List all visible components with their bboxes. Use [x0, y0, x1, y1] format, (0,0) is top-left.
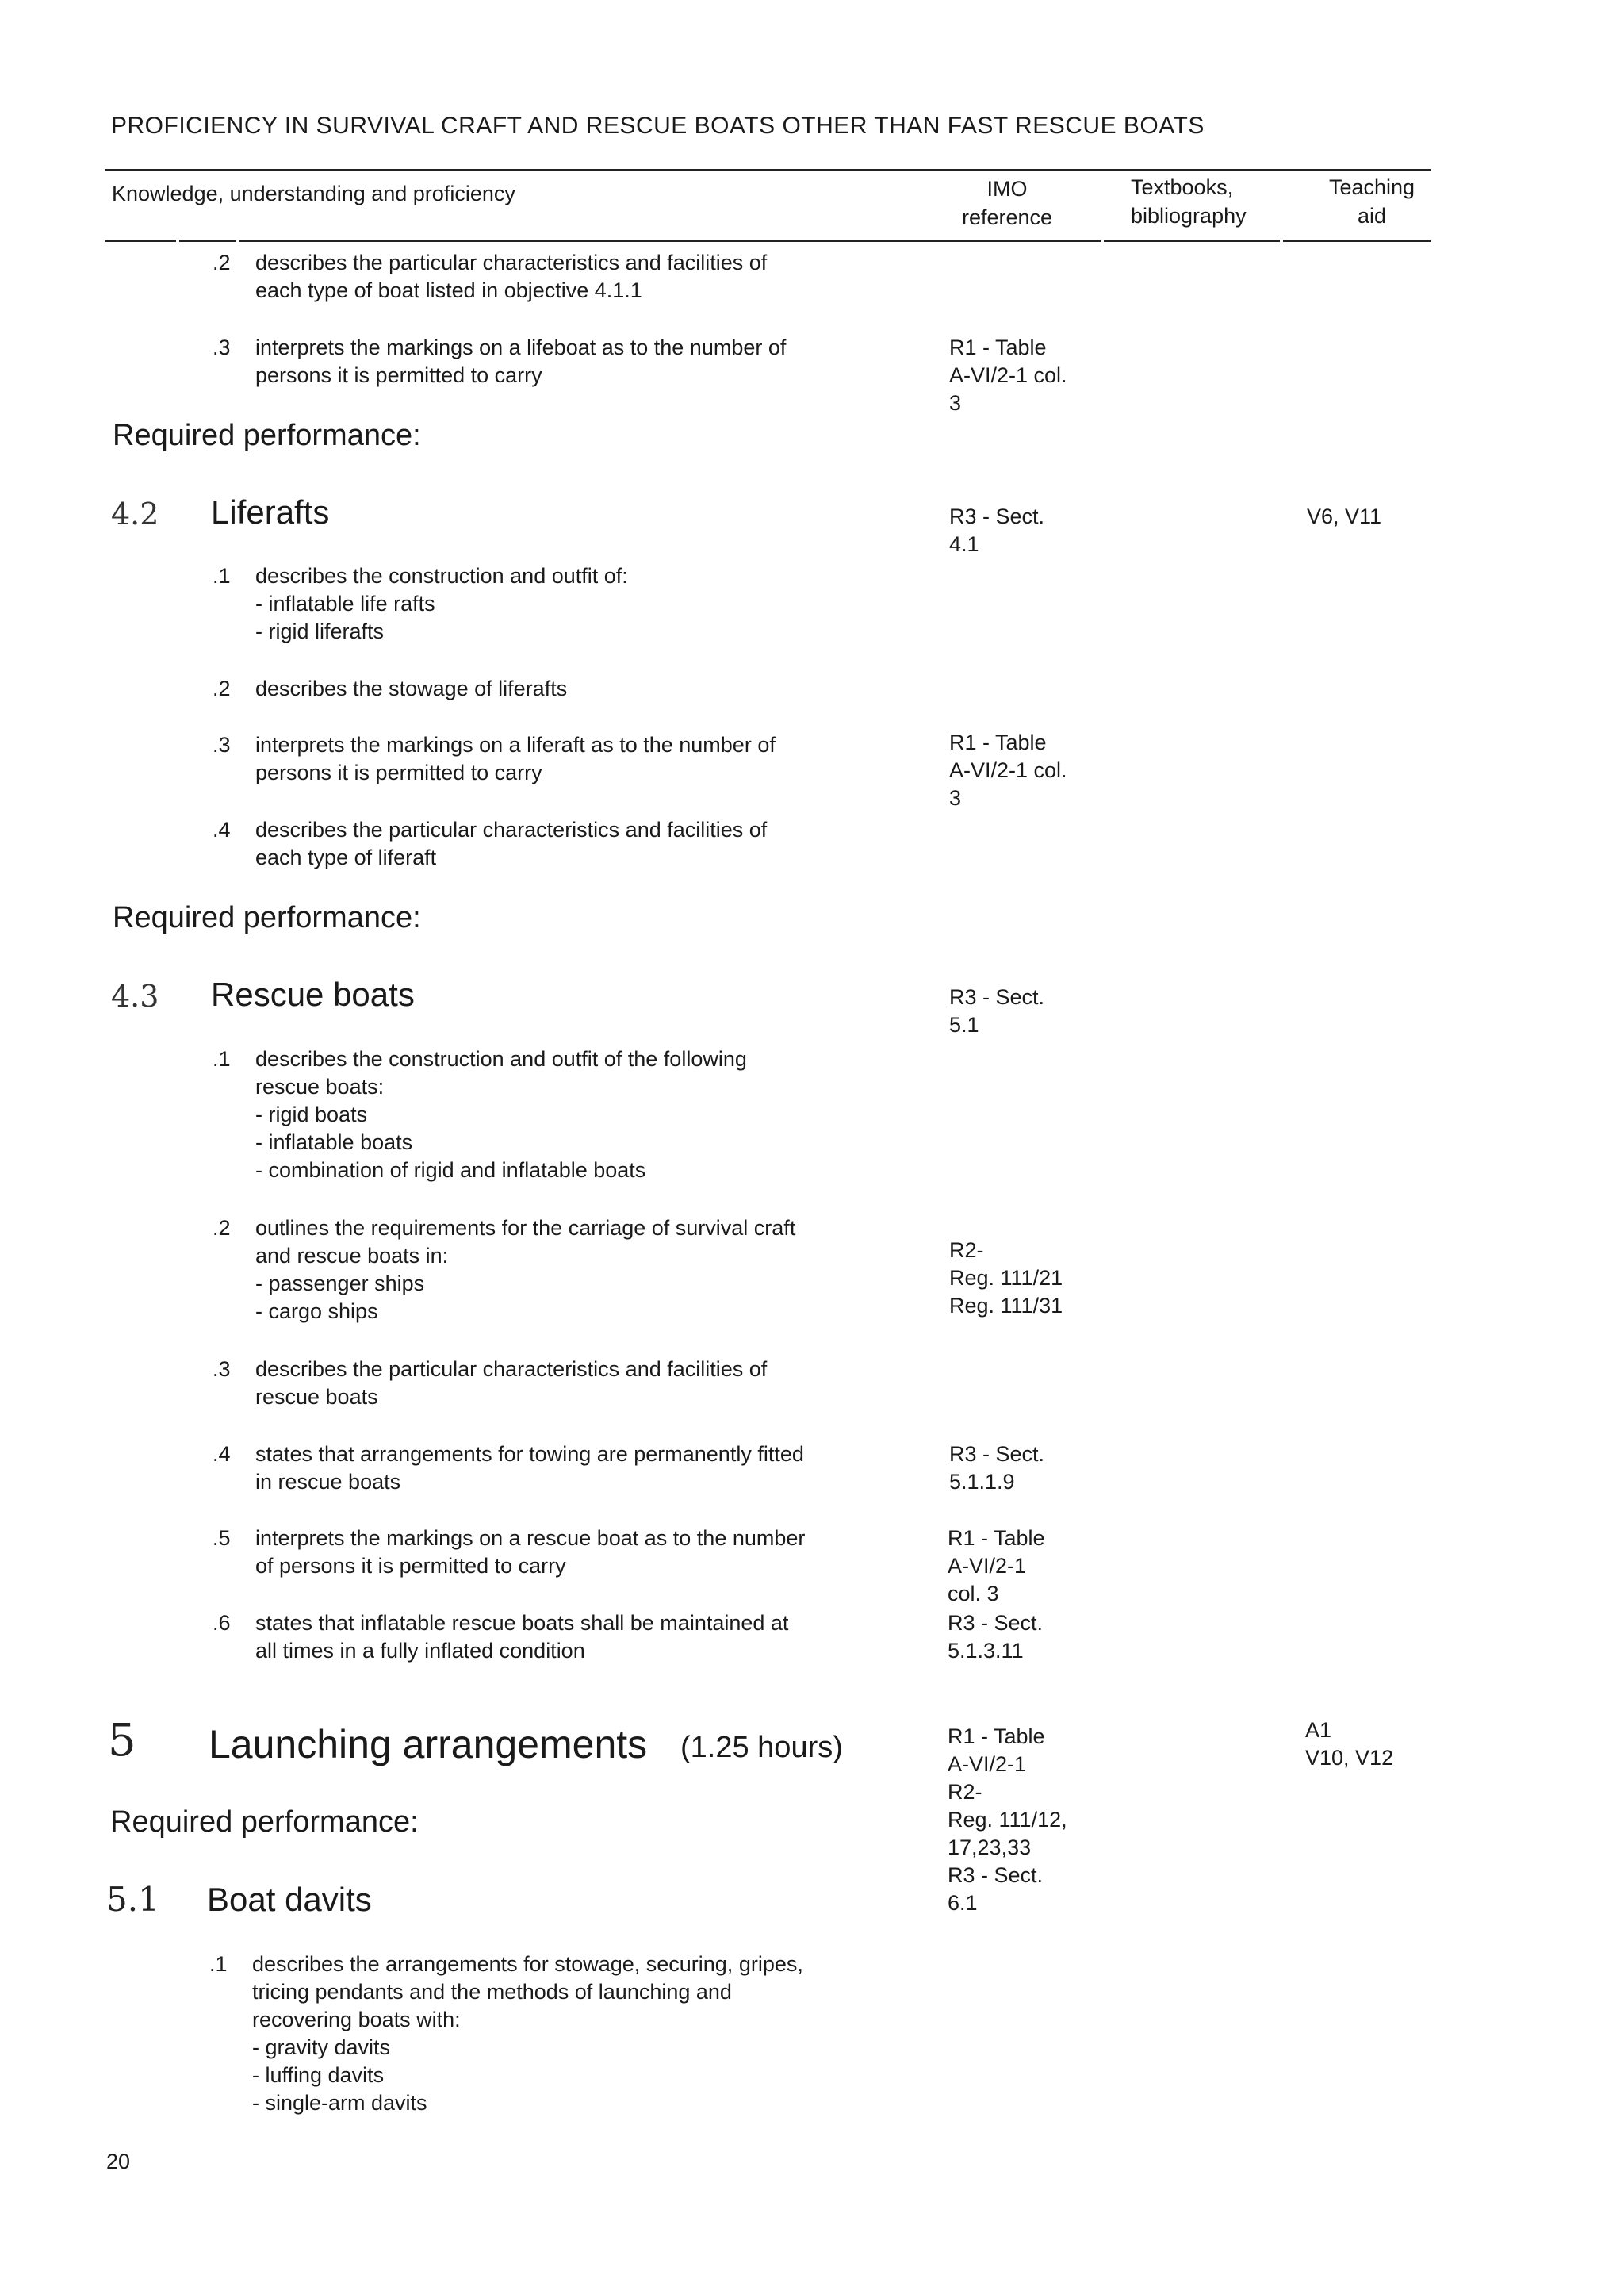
reference-line: R1 - Table: [949, 731, 1047, 754]
section-title: Rescue boats: [211, 976, 415, 1013]
objective-text: [255, 1045, 747, 1184]
objective-text: [255, 249, 767, 305]
reference-line: R1 - Table: [948, 1724, 1045, 1748]
section-number: 4.3: [111, 979, 159, 1014]
reference-line: 5.1.1.9: [949, 1470, 1015, 1494]
objective-line: - luffing davits: [252, 2063, 385, 2087]
column-header-teaching-line2: aid: [1357, 204, 1387, 228]
objective-line: interprets the markings on a lifeboat as to the number of: [255, 336, 787, 359]
reference-line: R3 - Sect.: [948, 1863, 1044, 1887]
objective-line: - gravity davits: [252, 2035, 391, 2059]
objective-line: interprets the markings on a liferaft as to the number of: [255, 733, 776, 757]
objective-text: [255, 1214, 795, 1325]
imo-reference: [949, 729, 1067, 812]
chapter-title: Launching arrangements: [209, 1722, 648, 1766]
objective-number: .3: [213, 733, 231, 757]
reference-line: 4.1: [949, 532, 979, 556]
column-header-imo-line2: reference: [961, 205, 1053, 229]
header-bottom-rule-5: [1283, 240, 1431, 242]
reference-line: R2-: [949, 1238, 984, 1262]
column-header-textbooks-line1: Textbooks,: [1131, 175, 1234, 199]
objective-number: .2: [213, 677, 231, 700]
reference-line: 3: [949, 391, 962, 415]
objective-number: .3: [213, 336, 231, 359]
header-bottom-rule-3: [239, 240, 1101, 242]
required-performance-heading: Required performance:: [110, 1805, 419, 1839]
imo-reference: [949, 984, 1044, 1039]
objective-line: outlines the requirements for the carriage of survival craft: [255, 1216, 796, 1240]
reference-line: R2-: [948, 1780, 982, 1804]
objective-line: all times in a fully inflated condition: [255, 1639, 585, 1663]
teaching-aid: [1305, 1717, 1393, 1772]
objective-line: - rigid boats: [255, 1103, 368, 1126]
objective-line: and rescue boats in:: [255, 1244, 449, 1268]
objective-line: rescue boats:: [255, 1075, 385, 1099]
objective-line: - rigid liferafts: [255, 619, 385, 643]
imo-reference: [949, 334, 1067, 417]
objective-text: [255, 731, 776, 787]
imo-reference: [949, 503, 1044, 558]
objective-text: [255, 1525, 805, 1580]
imo-reference: [949, 1440, 1044, 1496]
column-header-imo-line1: IMO: [986, 177, 1028, 201]
objective-text: [255, 1356, 767, 1411]
objective-number: .5: [213, 1526, 231, 1550]
objective-line: describes the particular characteristics and facilities of: [255, 1357, 768, 1381]
page-number: 20: [106, 2150, 131, 2173]
objective-line: states that arrangements for towing are permanently fitted: [255, 1442, 804, 1466]
objective-line: each type of liferaft: [255, 846, 437, 869]
objective-line: describes the construction and outfit of:: [255, 564, 628, 588]
column-header-imo: [952, 175, 1063, 232]
objective-number: .2: [213, 251, 231, 274]
objective-text: [255, 1440, 804, 1496]
imo-reference: [948, 1525, 1045, 1608]
objective-line: rescue boats: [255, 1385, 378, 1409]
teaching-aid-line: V10, V12: [1305, 1746, 1394, 1770]
reference-line: 5.1.3.11: [948, 1639, 1024, 1663]
section-title: Boat davits: [207, 1881, 372, 1918]
required-performance-heading: Required performance:: [113, 419, 421, 452]
reference-line: R3 - Sect.: [949, 985, 1045, 1009]
objective-line: describes the arrangements for stowage, securing, gripes,: [252, 1952, 803, 1976]
objective-line: describes the particular characteristics and facilities of: [255, 251, 768, 274]
reference-line: A-VI/2-1 col.: [949, 363, 1067, 387]
objective-line: - inflatable boats: [255, 1130, 413, 1154]
header-bottom-rule-2: [179, 240, 236, 242]
reference-line: 3: [949, 786, 962, 810]
objective-line: each type of boat listed in objective 4.1.1: [255, 278, 642, 302]
reference-line: 6.1: [948, 1891, 978, 1915]
objective-text: [252, 1951, 803, 2117]
header-bottom-rule-4: [1104, 240, 1280, 242]
reference-line: R1 - Table: [949, 336, 1047, 359]
reference-line: 5.1: [949, 1013, 979, 1037]
teaching-aid-line: A1: [1305, 1718, 1332, 1742]
reference-line: A-VI/2-1: [948, 1752, 1027, 1776]
objective-line: in rescue boats: [255, 1470, 401, 1494]
objective-text: [255, 334, 786, 389]
section-number: 4.2: [111, 497, 159, 531]
reference-line: R3 - Sect.: [949, 504, 1045, 528]
reference-line: A-VI/2-1: [948, 1554, 1027, 1578]
column-header-textbooks: [1131, 173, 1247, 230]
objective-text: [255, 562, 628, 646]
chapter-number: 5: [108, 1715, 136, 1766]
reference-line: Reg. 111/31: [949, 1294, 1063, 1318]
reference-line: 17,23,33: [948, 1835, 1032, 1859]
reference-line: Reg. 111/12,: [948, 1808, 1067, 1832]
column-header-knowledge: Knowledge, understanding and proficiency: [112, 182, 515, 205]
objective-number: .3: [213, 1357, 231, 1381]
imo-reference: [948, 1723, 1067, 1917]
objective-line: - single-arm davits: [252, 2091, 427, 2115]
objective-line: - combination of rigid and inflatable boats: [255, 1158, 646, 1182]
objective-text: [255, 675, 567, 703]
objective-line: states that inflatable rescue boats shall be maintained at: [255, 1611, 789, 1635]
objective-line: interprets the markings on a rescue boat as to the number: [255, 1526, 806, 1550]
objective-number: .2: [213, 1216, 231, 1240]
objective-line: persons it is permitted to carry: [255, 761, 542, 784]
objective-line: describes the particular characteristics and facilities of: [255, 818, 768, 842]
objective-line: of persons it is permitted to carry: [255, 1554, 566, 1578]
objective-text: [255, 1609, 788, 1665]
objective-line: tricing pendants and the methods of launching and: [252, 1980, 732, 2004]
objective-number: .4: [213, 1442, 231, 1466]
section-title: Liferafts: [211, 493, 330, 531]
imo-reference: [948, 1609, 1043, 1665]
objective-line: recovering boats with:: [252, 2008, 461, 2031]
reference-line: col. 3: [948, 1582, 999, 1605]
column-header-teaching-line1: Teaching: [1328, 175, 1415, 199]
header-top-rule: [105, 169, 1431, 171]
section-number: 5.1: [106, 1880, 159, 1919]
objective-number: .1: [213, 1047, 231, 1071]
reference-line: A-VI/2-1 col.: [949, 758, 1067, 782]
objective-line: - cargo ships: [255, 1299, 378, 1323]
objective-line: - inflatable life rafts: [255, 592, 435, 616]
teaching-aid: V6, V11: [1307, 504, 1382, 528]
objective-line: describes the stowage of liferafts: [255, 677, 568, 700]
reference-line: R3 - Sect.: [948, 1611, 1044, 1635]
objective-text: [255, 816, 767, 872]
page-header: PROFICIENCY IN SURVIVAL CRAFT AND RESCUE BOATS OTHER THAN FAST RESCUE BOATS: [111, 113, 1205, 139]
objective-number: .6: [213, 1611, 231, 1635]
column-header-textbooks-line2: bibliography: [1131, 204, 1247, 228]
reference-line: R1 - Table: [948, 1526, 1045, 1550]
header-bottom-rule-1: [105, 240, 176, 242]
chapter-duration: (1.25 hours): [680, 1731, 843, 1764]
objective-line: describes the construction and outfit of the following: [255, 1047, 747, 1071]
column-header-teaching-aid: [1316, 173, 1427, 230]
objective-number: .1: [209, 1952, 228, 1976]
objective-line: - passenger ships: [255, 1272, 425, 1295]
objective-line: persons it is permitted to carry: [255, 363, 542, 387]
imo-reference: [949, 1237, 1063, 1320]
required-performance-heading: Required performance:: [113, 901, 421, 934]
objective-number: .1: [213, 564, 231, 588]
objective-number: .4: [213, 818, 231, 842]
reference-line: Reg. 111/21: [949, 1266, 1063, 1290]
reference-line: R3 - Sect.: [949, 1442, 1045, 1466]
